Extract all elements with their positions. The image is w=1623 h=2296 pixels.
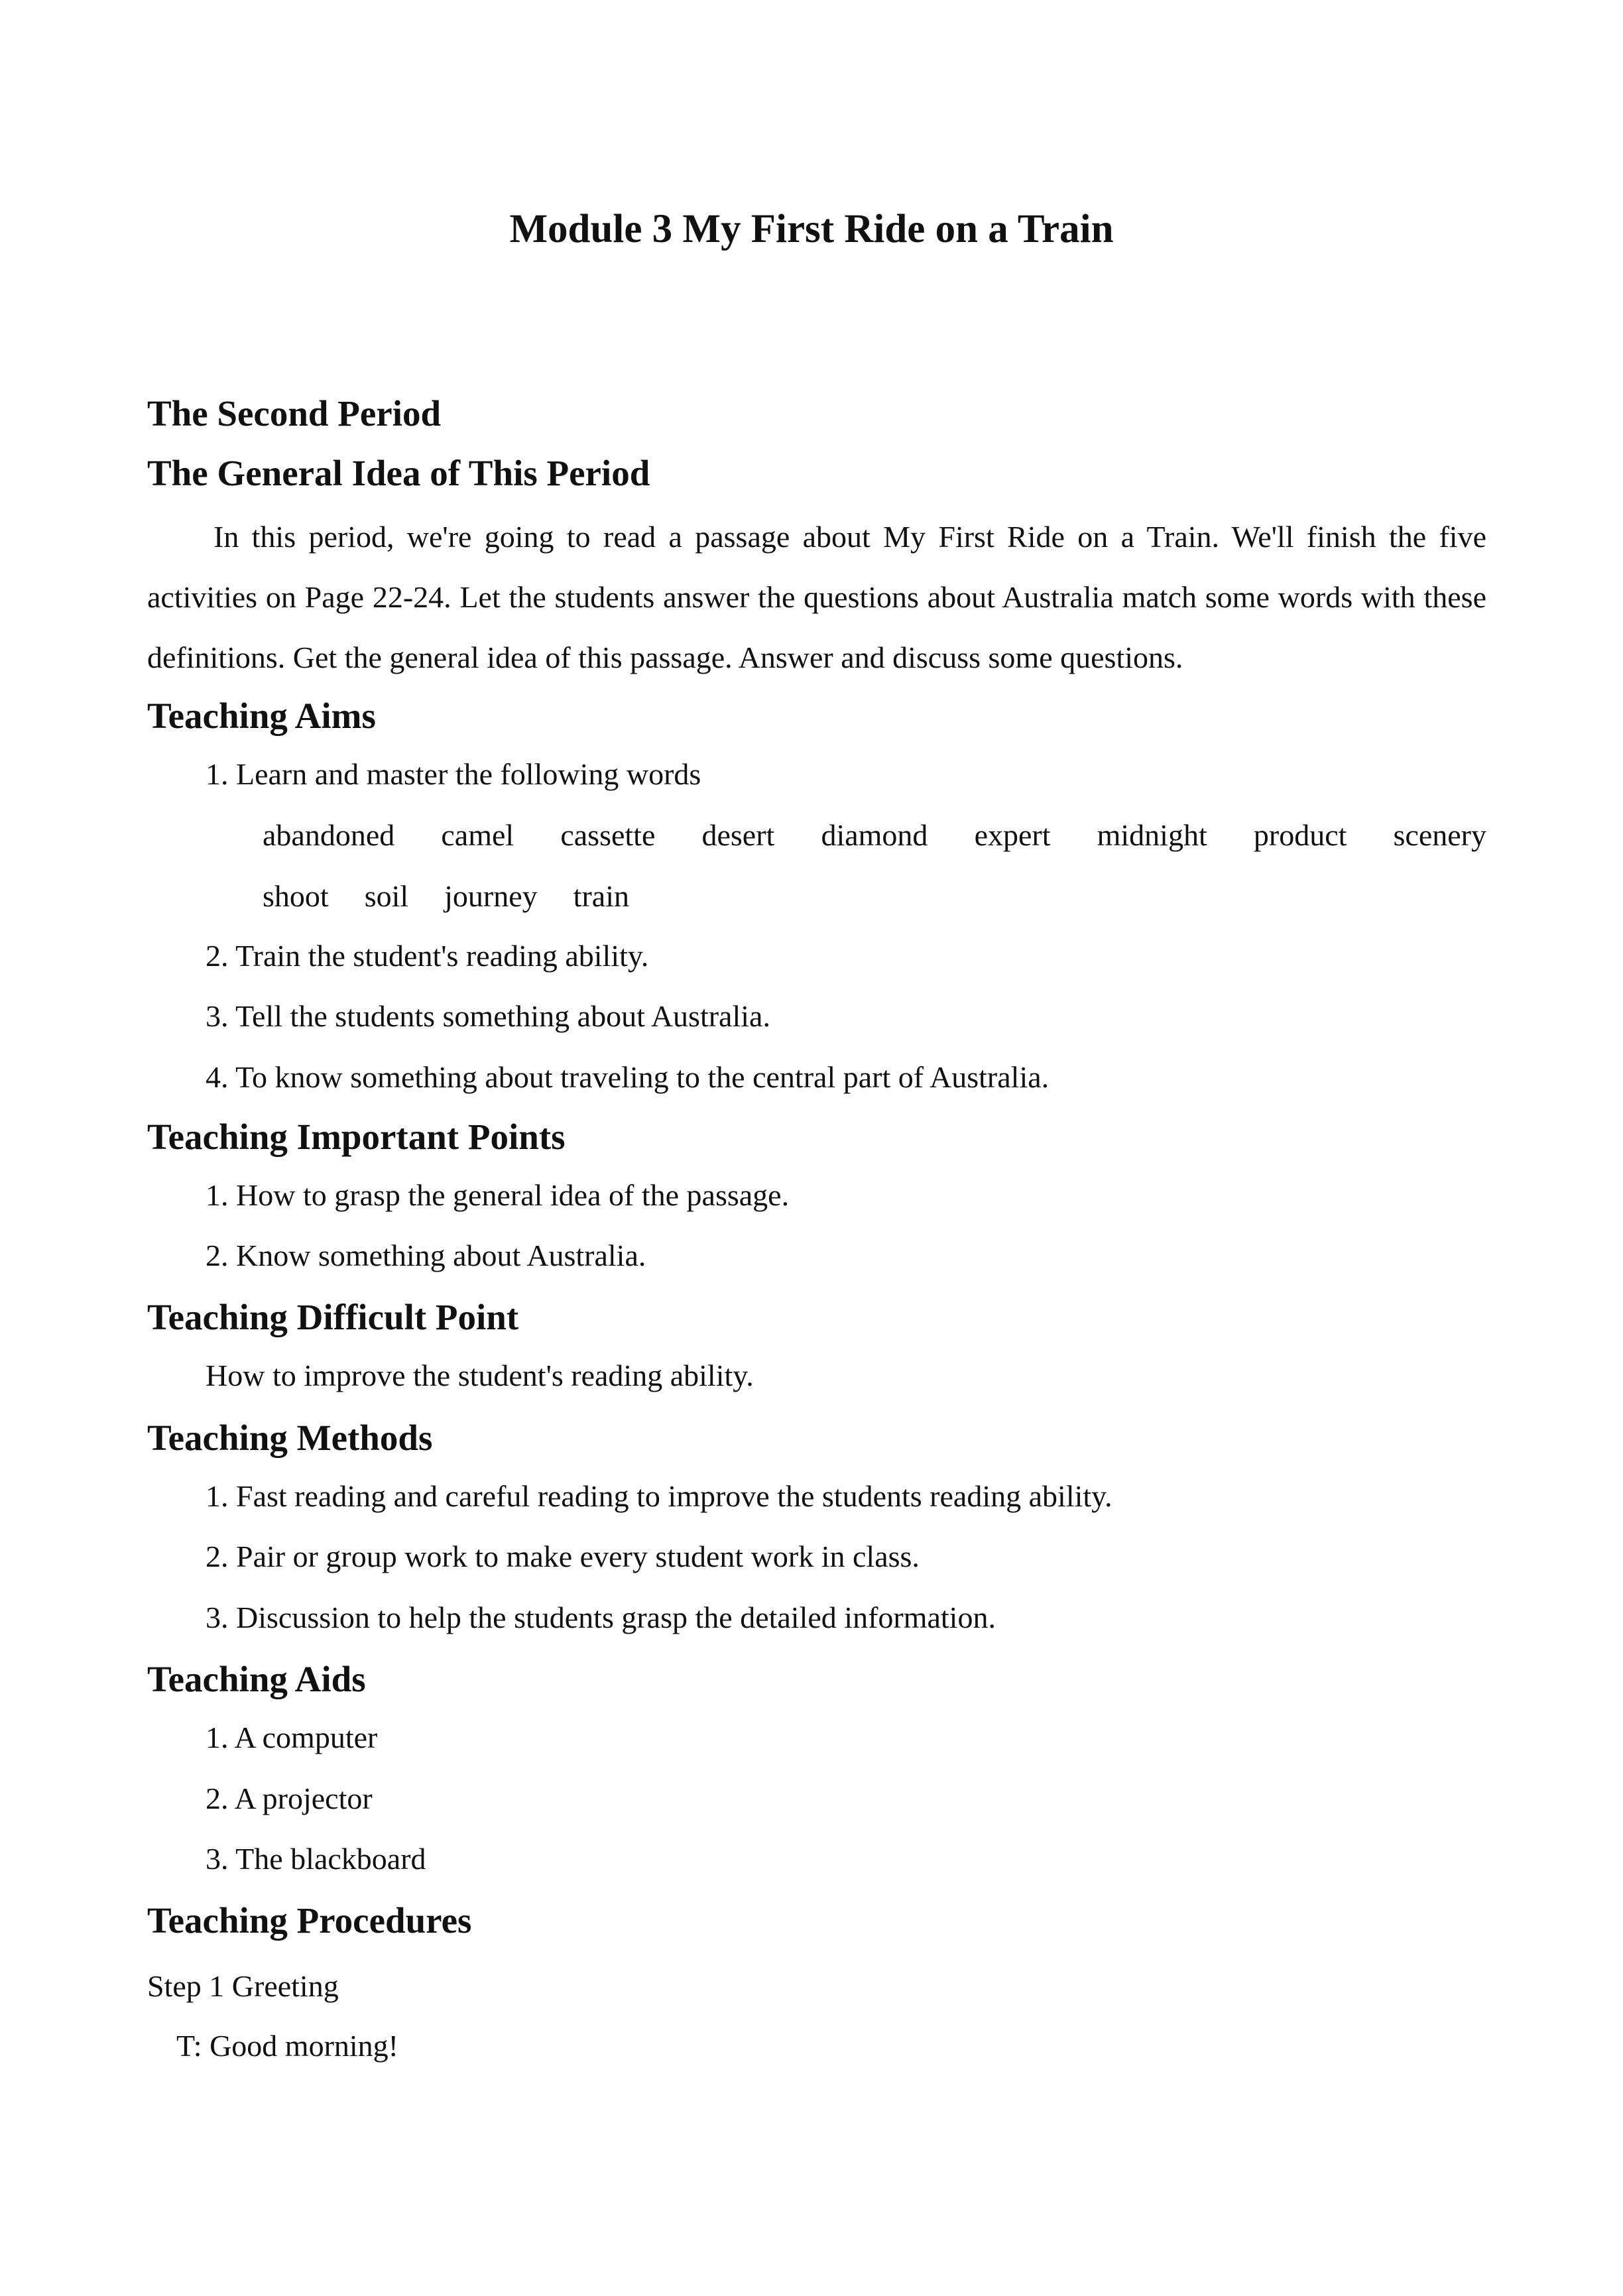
procedure-step-1: Step 1 Greeting	[147, 1969, 339, 2003]
vocab-word: expert	[974, 818, 1051, 852]
vocabulary-row-2	[263, 878, 629, 915]
method-item-1: 1. Fast reading and careful reading to improve the students reading ability.	[206, 1479, 1112, 1513]
aid-item-3: 3. The blackboard	[206, 1842, 426, 1876]
aid-item-2: 2. A projector	[206, 1782, 373, 1815]
aims-heading: Teaching Aims	[147, 695, 376, 736]
vocabulary-row-1	[263, 817, 1486, 854]
vocab-word: scenery	[1393, 818, 1486, 852]
method-item-3: 3. Discussion to help the students grasp the detailed information.	[206, 1601, 996, 1634]
vocab-word: soil	[364, 879, 409, 913]
period-heading: The Second Period	[147, 393, 442, 434]
important-points-heading: Teaching Important Points	[147, 1117, 566, 1157]
aims-item-3: 3. Tell the students something about Australia.	[206, 999, 770, 1033]
aims-item-2: 2. Train the student's reading ability.	[206, 939, 649, 973]
vocab-word: camel	[441, 818, 514, 852]
general-idea-text: In this period, we're going to read a passage about My First Ride on a Train. We'll finish the five activities on Page 22-24. Let the students answer the questions about Australia match some words with these definitions. Get the general idea of this passage. Answer and discuss some questions.	[147, 520, 1486, 674]
difficult-point-heading: Teaching Difficult Point	[147, 1297, 519, 1337]
general-idea-heading: The General Idea of This Period	[147, 453, 650, 493]
vocab-word: diamond	[821, 818, 928, 852]
procedures-heading: Teaching Procedures	[147, 1900, 472, 1941]
vocab-word: journey	[444, 879, 538, 913]
aims-item-4: 4. To know something about traveling to the central part of Australia.	[206, 1060, 1050, 1094]
aids-heading: Teaching Aids	[147, 1659, 366, 1699]
vocab-word: desert	[701, 818, 775, 852]
aims-item-1: 1. Learn and master the following words	[206, 757, 701, 791]
important-point-2: 2. Know something about Australia.	[206, 1239, 646, 1272]
page-title: Module 3 My First Ride on a Train	[509, 207, 1114, 251]
methods-heading: Teaching Methods	[147, 1418, 433, 1458]
method-item-2: 2. Pair or group work to make every student work in class.	[206, 1540, 920, 1573]
vocab-word: shoot	[263, 879, 329, 913]
procedure-dialogue-line: T: Good morning!	[176, 2029, 399, 2063]
vocab-word: product	[1253, 818, 1347, 852]
difficult-point-text: How to improve the student's reading ability.	[206, 1359, 754, 1392]
vocab-word: train	[573, 879, 629, 913]
aid-item-1: 1. A computer	[206, 1721, 378, 1754]
vocab-word: midnight	[1097, 818, 1207, 852]
vocab-word: cassette	[560, 818, 656, 852]
vocab-word: abandoned	[263, 818, 395, 852]
important-point-1: 1. How to grasp the general idea of the passage.	[206, 1178, 790, 1212]
